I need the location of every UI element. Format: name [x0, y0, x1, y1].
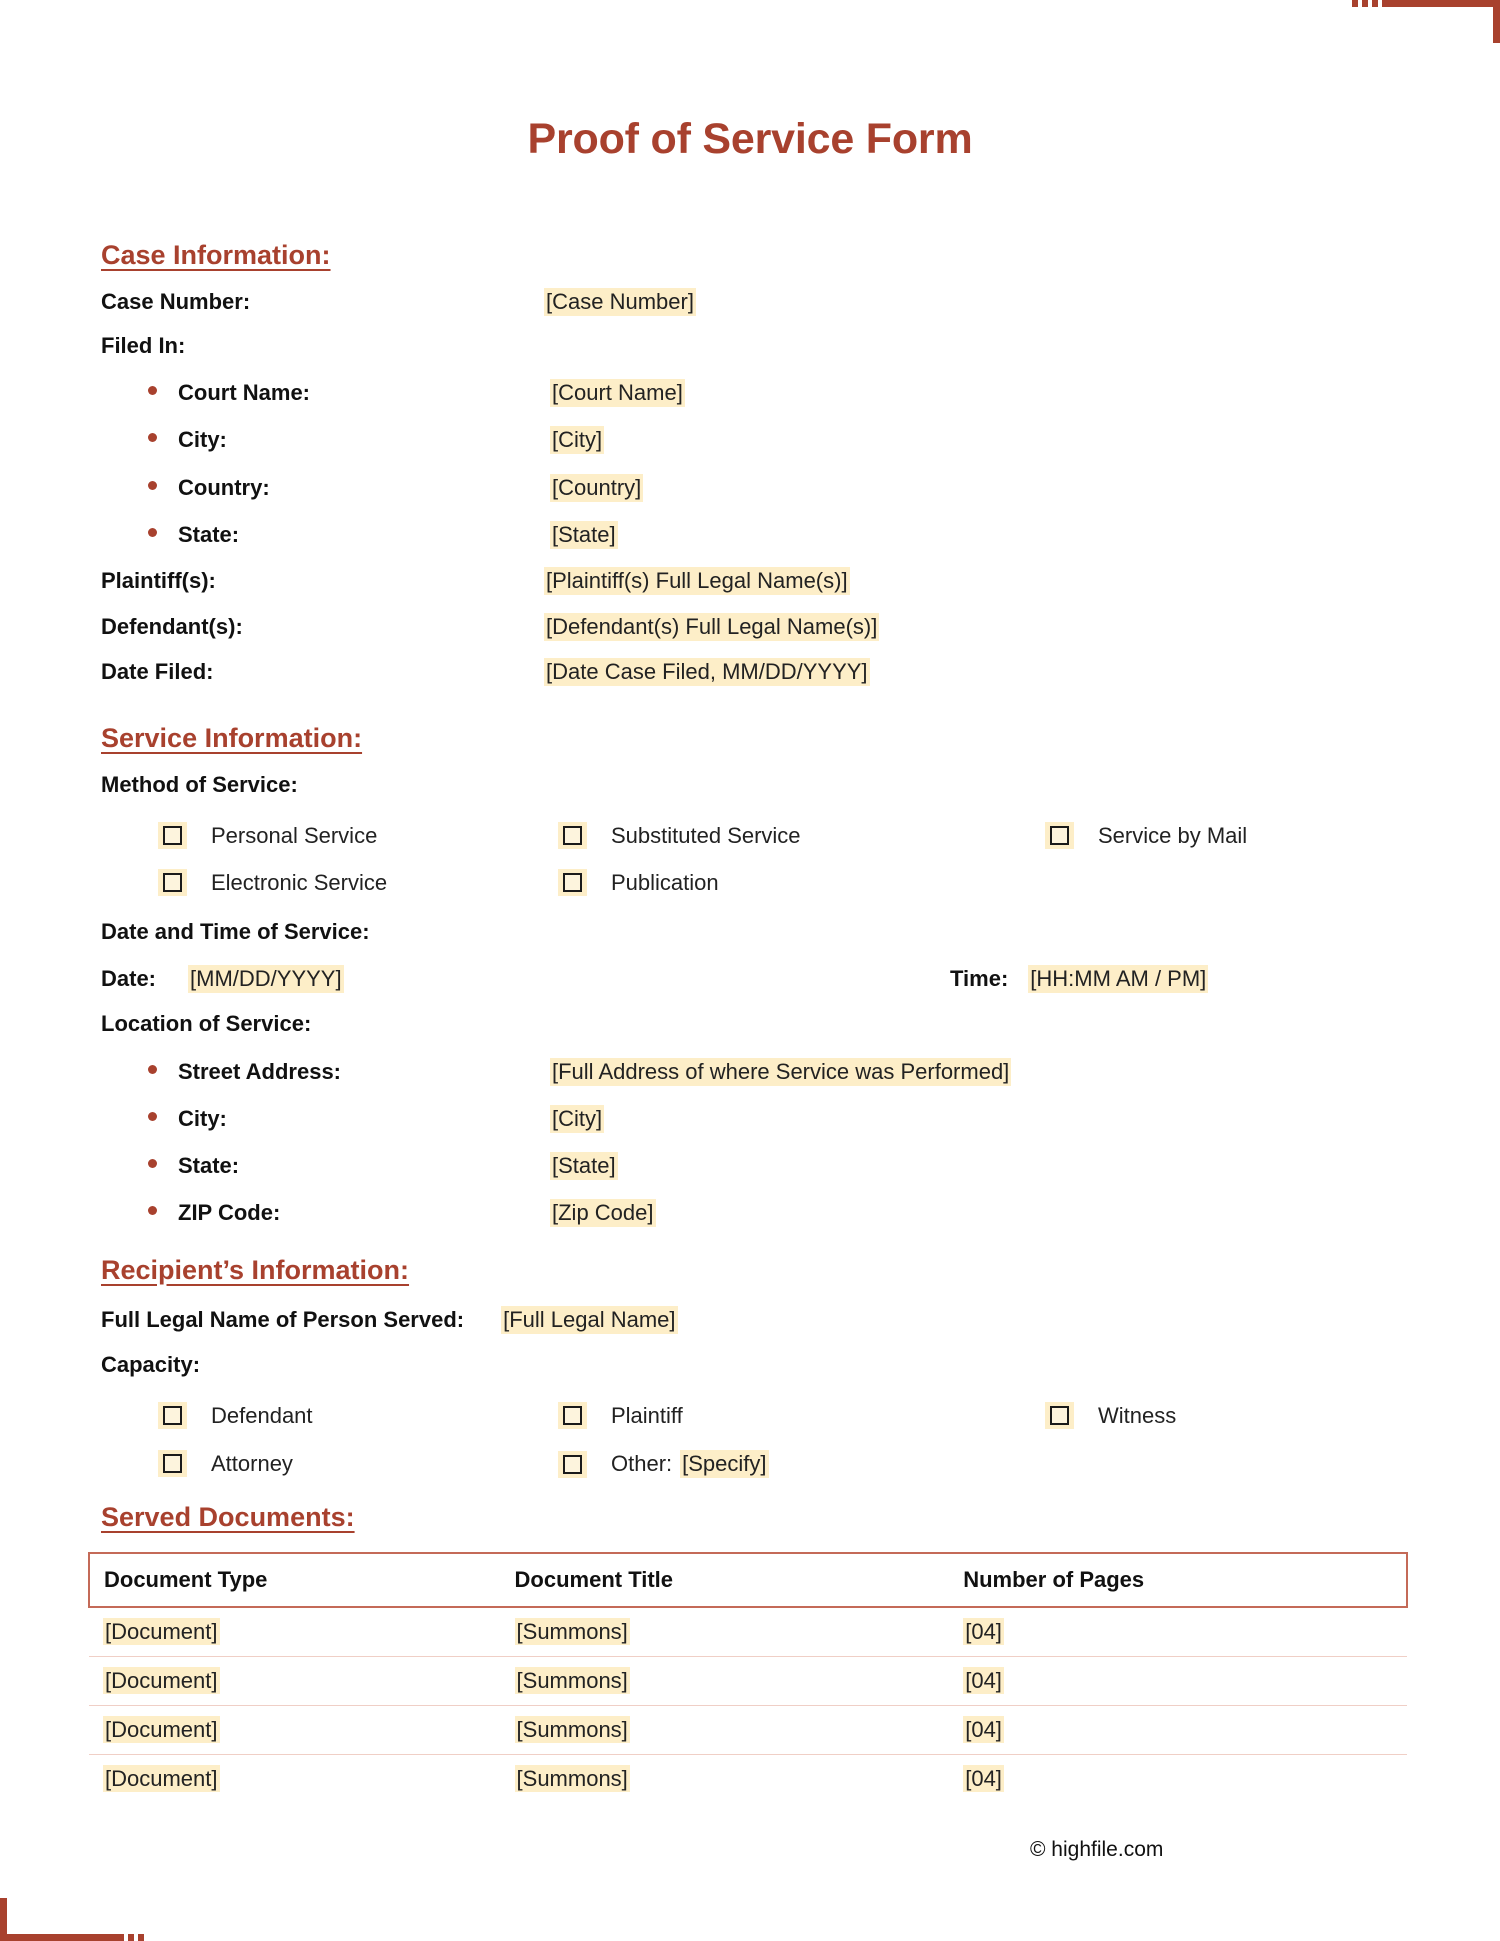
checkbox-icon[interactable]	[1050, 826, 1069, 845]
cell-number-of-pages[interactable]	[949, 1706, 1407, 1755]
checkbox-capacity-other[interactable]	[558, 1450, 769, 1478]
table-row	[89, 1607, 1407, 1657]
list-item-service-city	[148, 1105, 604, 1133]
section-heading-served-documents: Served Documents:	[101, 1502, 355, 1532]
field-date-filed	[101, 658, 870, 686]
checkbox-icon[interactable]	[163, 873, 182, 892]
checkbox-label: Publication	[611, 869, 719, 895]
cell-number-of-pages[interactable]	[949, 1607, 1407, 1657]
corner-dash-bottom-left	[118, 1934, 148, 1941]
field-filed-in	[101, 333, 185, 359]
cell-number-of-pages[interactable]	[949, 1657, 1407, 1706]
full-legal-name-value[interactable]: [Full Legal Name]	[503, 1307, 676, 1332]
checkbox-label: Defendant	[211, 1402, 313, 1428]
location-of-service-label: Location of Service:	[101, 1011, 312, 1036]
defendants-label: Defendant(s):	[101, 614, 243, 639]
table-header-row	[89, 1553, 1407, 1607]
bullet-icon	[148, 528, 157, 537]
checkbox-highlight	[158, 822, 187, 849]
column-header-number-of-pages: Number of Pages	[949, 1553, 1407, 1607]
table-row	[89, 1706, 1407, 1755]
checkbox-label: Other:	[611, 1451, 673, 1476]
street-address-value[interactable]: [Full Address of where Service was Performed]	[552, 1059, 1010, 1084]
field-service-date	[101, 965, 344, 993]
cell-document-title[interactable]	[501, 1607, 950, 1657]
cell-value: [Summons]	[516, 1668, 628, 1693]
plaintiffs-value[interactable]: [Plaintiff(s) Full Legal Name(s)]	[546, 568, 848, 593]
service-state-label: State:	[178, 1153, 240, 1178]
checkbox-personal-service[interactable]	[158, 822, 377, 849]
field-full-legal-name	[101, 1306, 678, 1334]
section-heading-service-information: Service Information:	[101, 723, 363, 753]
zip-code-value[interactable]: [Zip Code]	[552, 1200, 654, 1225]
checkbox-other-specify-value[interactable]: [Specify]	[682, 1451, 767, 1476]
service-date-label: Date:	[101, 966, 157, 991]
checkbox-capacity-defendant[interactable]	[158, 1402, 313, 1429]
section-heading-recipient-information: Recipient’s Information:	[101, 1255, 410, 1285]
field-capacity	[101, 1352, 200, 1378]
field-date-time-of-service	[101, 919, 370, 945]
cell-document-type[interactable]	[89, 1755, 501, 1804]
checkbox-capacity-attorney[interactable]	[158, 1450, 293, 1477]
plaintiffs-label: Plaintiff(s):	[101, 568, 216, 593]
cell-document-type[interactable]	[89, 1706, 501, 1755]
field-defendants	[101, 613, 879, 641]
checkbox-icon[interactable]	[163, 1406, 182, 1425]
checkbox-icon[interactable]	[563, 873, 582, 892]
checkbox-electronic-service[interactable]	[158, 869, 387, 896]
cell-value: [04]	[965, 1766, 1002, 1791]
zip-code-label: ZIP Code:	[178, 1200, 281, 1225]
list-item-court-name	[148, 379, 685, 407]
cell-value: [04]	[965, 1619, 1002, 1644]
checkbox-highlight	[558, 1402, 587, 1429]
checkbox-service-by-mail[interactable]	[1045, 822, 1247, 849]
checkbox-highlight	[158, 869, 187, 896]
bullet-icon	[148, 481, 157, 490]
cell-value: [Summons]	[516, 1717, 628, 1742]
checkbox-publication[interactable]	[558, 869, 719, 896]
copyright-footer: © highfile.com	[1030, 1838, 1164, 1861]
bullet-icon	[148, 1206, 157, 1215]
service-time-value[interactable]: [HH:MM AM / PM]	[1030, 966, 1207, 991]
checkbox-icon[interactable]	[1050, 1406, 1069, 1425]
cell-value: [Summons]	[516, 1619, 628, 1644]
checkbox-icon[interactable]	[163, 1454, 182, 1473]
list-item-country	[148, 474, 643, 502]
checkbox-capacity-witness[interactable]	[1045, 1402, 1176, 1429]
checkbox-highlight	[158, 1450, 187, 1477]
checkbox-icon[interactable]	[563, 826, 582, 845]
list-item-zip-code	[148, 1199, 656, 1227]
served-documents-table	[88, 1552, 1408, 1803]
cell-value: [04]	[965, 1668, 1002, 1693]
cell-document-title[interactable]	[501, 1755, 950, 1804]
date-filed-label: Date Filed:	[101, 659, 214, 684]
checkbox-label: Witness	[1098, 1402, 1177, 1428]
service-state-value[interactable]: [State]	[552, 1153, 616, 1178]
table-row	[89, 1657, 1407, 1706]
section-heading-case-information: Case Information:	[101, 240, 331, 270]
list-item-state	[148, 521, 618, 549]
cell-document-type[interactable]	[89, 1607, 501, 1657]
country-value[interactable]: [Country]	[552, 475, 642, 500]
field-service-time	[950, 965, 1208, 993]
bullet-icon	[148, 1112, 157, 1121]
checkbox-highlight	[1045, 1402, 1074, 1429]
bullet-icon	[148, 433, 157, 442]
full-legal-name-label: Full Legal Name of Person Served:	[101, 1307, 465, 1332]
bullet-icon	[148, 1065, 157, 1074]
cell-document-title[interactable]	[501, 1657, 950, 1706]
state-label: State:	[178, 522, 240, 547]
cell-value: [Document]	[105, 1717, 218, 1742]
checkbox-highlight	[558, 869, 587, 896]
service-date-value[interactable]: [MM/DD/YYYY]	[190, 966, 342, 991]
list-item-city	[148, 426, 604, 454]
checkbox-icon[interactable]	[563, 1406, 582, 1425]
filed-in-label: Filed In:	[101, 333, 186, 358]
field-case-number	[101, 288, 696, 316]
column-header-document-title: Document Title	[501, 1553, 950, 1607]
checkbox-highlight	[158, 1402, 187, 1429]
court-name-label: Court Name:	[178, 380, 311, 405]
bullet-icon	[148, 1159, 157, 1168]
checkbox-highlight	[558, 822, 587, 849]
checkbox-substituted-service[interactable]	[558, 822, 801, 849]
cell-document-type[interactable]	[89, 1657, 501, 1706]
list-item-street-address	[148, 1058, 1011, 1086]
column-header-document-type: Document Type	[89, 1553, 501, 1607]
case-number-value[interactable]: [Case Number]	[546, 289, 694, 314]
checkbox-label: Personal Service	[211, 822, 378, 848]
checkbox-label: Plaintiff	[611, 1402, 683, 1428]
table-row	[89, 1755, 1407, 1804]
checkbox-icon[interactable]	[163, 826, 182, 845]
country-label: Country:	[178, 475, 270, 500]
field-location-of-service	[101, 1011, 311, 1037]
checkbox-highlight	[558, 1451, 587, 1478]
city-value[interactable]: [City]	[552, 427, 603, 452]
service-city-label: City:	[178, 1106, 227, 1131]
checkbox-label: Service by Mail	[1098, 822, 1248, 848]
street-address-label: Street Address:	[178, 1059, 342, 1084]
table-body	[89, 1607, 1407, 1803]
service-time-label: Time:	[950, 966, 1009, 991]
checkbox-label: Electronic Service	[211, 869, 388, 895]
cell-document-title[interactable]	[501, 1706, 950, 1755]
corner-bracket-bottom-left	[0, 1898, 119, 1941]
case-number-label: Case Number:	[101, 289, 251, 314]
cell-value: [Summons]	[516, 1766, 628, 1791]
state-value[interactable]: [State]	[552, 522, 616, 547]
page-title: Proof of Service Form	[527, 115, 973, 163]
city-label: City:	[178, 427, 227, 452]
date-filed-value[interactable]: [Date Case Filed, MM/DD/YYYY]	[546, 659, 868, 684]
court-name-value[interactable]: [Court Name]	[552, 380, 683, 405]
bullet-icon	[148, 386, 157, 395]
cell-value: [Document]	[105, 1766, 218, 1791]
cell-number-of-pages[interactable]	[949, 1755, 1407, 1804]
checkbox-capacity-plaintiff[interactable]	[558, 1402, 683, 1429]
checkbox-highlight	[1045, 822, 1074, 849]
service-city-value[interactable]: [City]	[552, 1106, 603, 1131]
cell-value: [Document]	[105, 1668, 218, 1693]
cell-value: [Document]	[105, 1619, 218, 1644]
method-of-service-label: Method of Service:	[101, 772, 298, 797]
checkbox-icon[interactable]	[563, 1455, 582, 1474]
checkbox-label: Substituted Service	[611, 822, 801, 848]
table-header	[89, 1553, 1407, 1607]
field-method-of-service	[101, 772, 298, 798]
date-time-of-service-label: Date and Time of Service:	[101, 919, 370, 944]
field-plaintiffs	[101, 567, 850, 595]
list-item-service-state	[148, 1152, 618, 1180]
cell-value: [04]	[965, 1717, 1002, 1742]
defendants-value[interactable]: [Defendant(s) Full Legal Name(s)]	[546, 614, 878, 639]
checkbox-label: Attorney	[211, 1450, 293, 1476]
capacity-label: Capacity:	[101, 1352, 201, 1377]
